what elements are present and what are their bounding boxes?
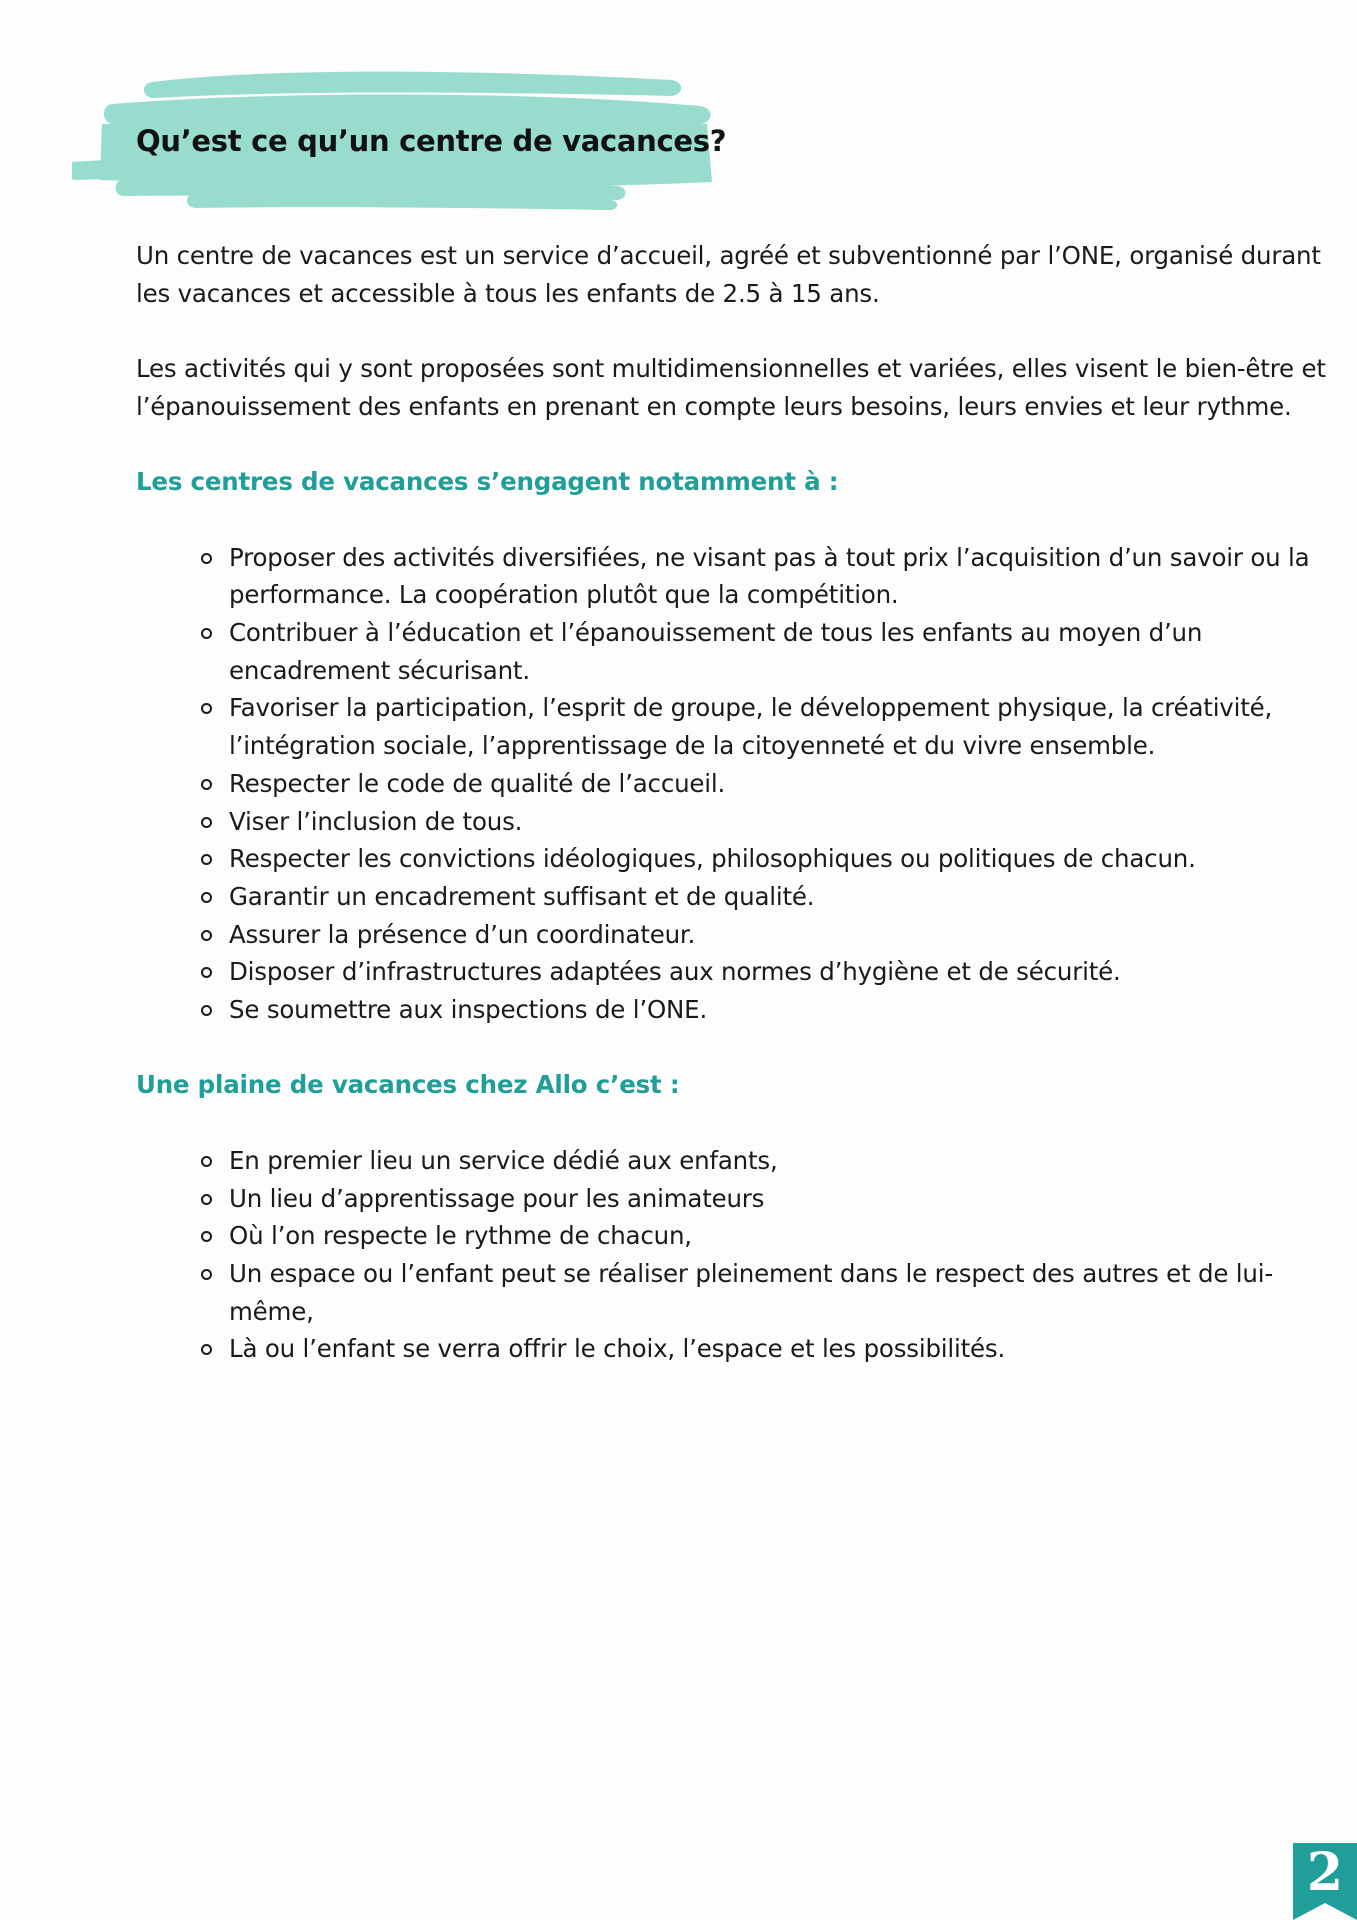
list-item: Viser l’inclusion de tous. bbox=[229, 803, 1326, 841]
commitments-list bbox=[136, 539, 1326, 1029]
main-content bbox=[136, 237, 1326, 1406]
list-item: Favoriser la participation, l’esprit de groupe, le développement physique, la créativité, l’intégration sociale, l’apprentissage de la citoyenneté et du vivre ensemble. bbox=[229, 689, 1326, 764]
page-title: Qu’est ce qu’un centre de vacances? bbox=[136, 124, 727, 158]
list-item: Respecter le code de qualité de l’accueil. bbox=[229, 765, 1326, 803]
list-item: Où l’on respecte le rythme de chacun, bbox=[229, 1217, 1326, 1255]
allo-list bbox=[136, 1142, 1326, 1368]
list-item: Un espace ou l’enfant peut se réaliser pleinement dans le respect des autres et de lui-même, bbox=[229, 1255, 1326, 1330]
list-item: Respecter les convictions idéologiques, philosophiques ou politiques de chacun. bbox=[229, 840, 1326, 878]
list-item: Disposer d’infrastructures adaptées aux normes d’hygiène et de sécurité. bbox=[229, 953, 1326, 991]
list-item: Un lieu d’apprentissage pour les animateurs bbox=[229, 1180, 1326, 1218]
page-number: 2 bbox=[1306, 1842, 1344, 1903]
list-item: Assurer la présence d’un coordinateur. bbox=[229, 916, 1326, 954]
list-item: Se soumettre aux inspections de l’ONE. bbox=[229, 991, 1326, 1029]
list-item: Là ou l’enfant se verra offrir le choix, l’espace et les possibilités. bbox=[229, 1330, 1326, 1368]
section-heading-allo: Une plaine de vacances chez Allo c’est : bbox=[136, 1070, 680, 1100]
activities-paragraph: Les activités qui y sont proposées sont multidimensionnelles et variées, elles visent le bien-être et l’épanouissement des enfants en prenant en compte leurs besoins, leurs envies et leur rythme. bbox=[136, 354, 1326, 421]
list-item: Garantir un encadrement suffisant et de qualité. bbox=[229, 878, 1326, 916]
list-item: Contribuer à l’éducation et l’épanouissement de tous les enfants au moyen d’un encadrement sécurisant. bbox=[229, 614, 1326, 689]
list-item: En premier lieu un service dédié aux enfants, bbox=[229, 1142, 1326, 1180]
list-item: Proposer des activités diversifiées, ne visant pas à tout prix l’acquisition d’un savoir ou la performance. La coopération plutôt que la compétition. bbox=[229, 539, 1326, 614]
section-heading-commitments: Les centres de vacances s’engagent notamment à : bbox=[136, 467, 839, 497]
intro-paragraph: Un centre de vacances est un service d’accueil, agréé et subventionné par l’ONE, organisé durant les vacances et accessible à tous les enfants de 2.5 à 15 ans. bbox=[136, 241, 1321, 308]
